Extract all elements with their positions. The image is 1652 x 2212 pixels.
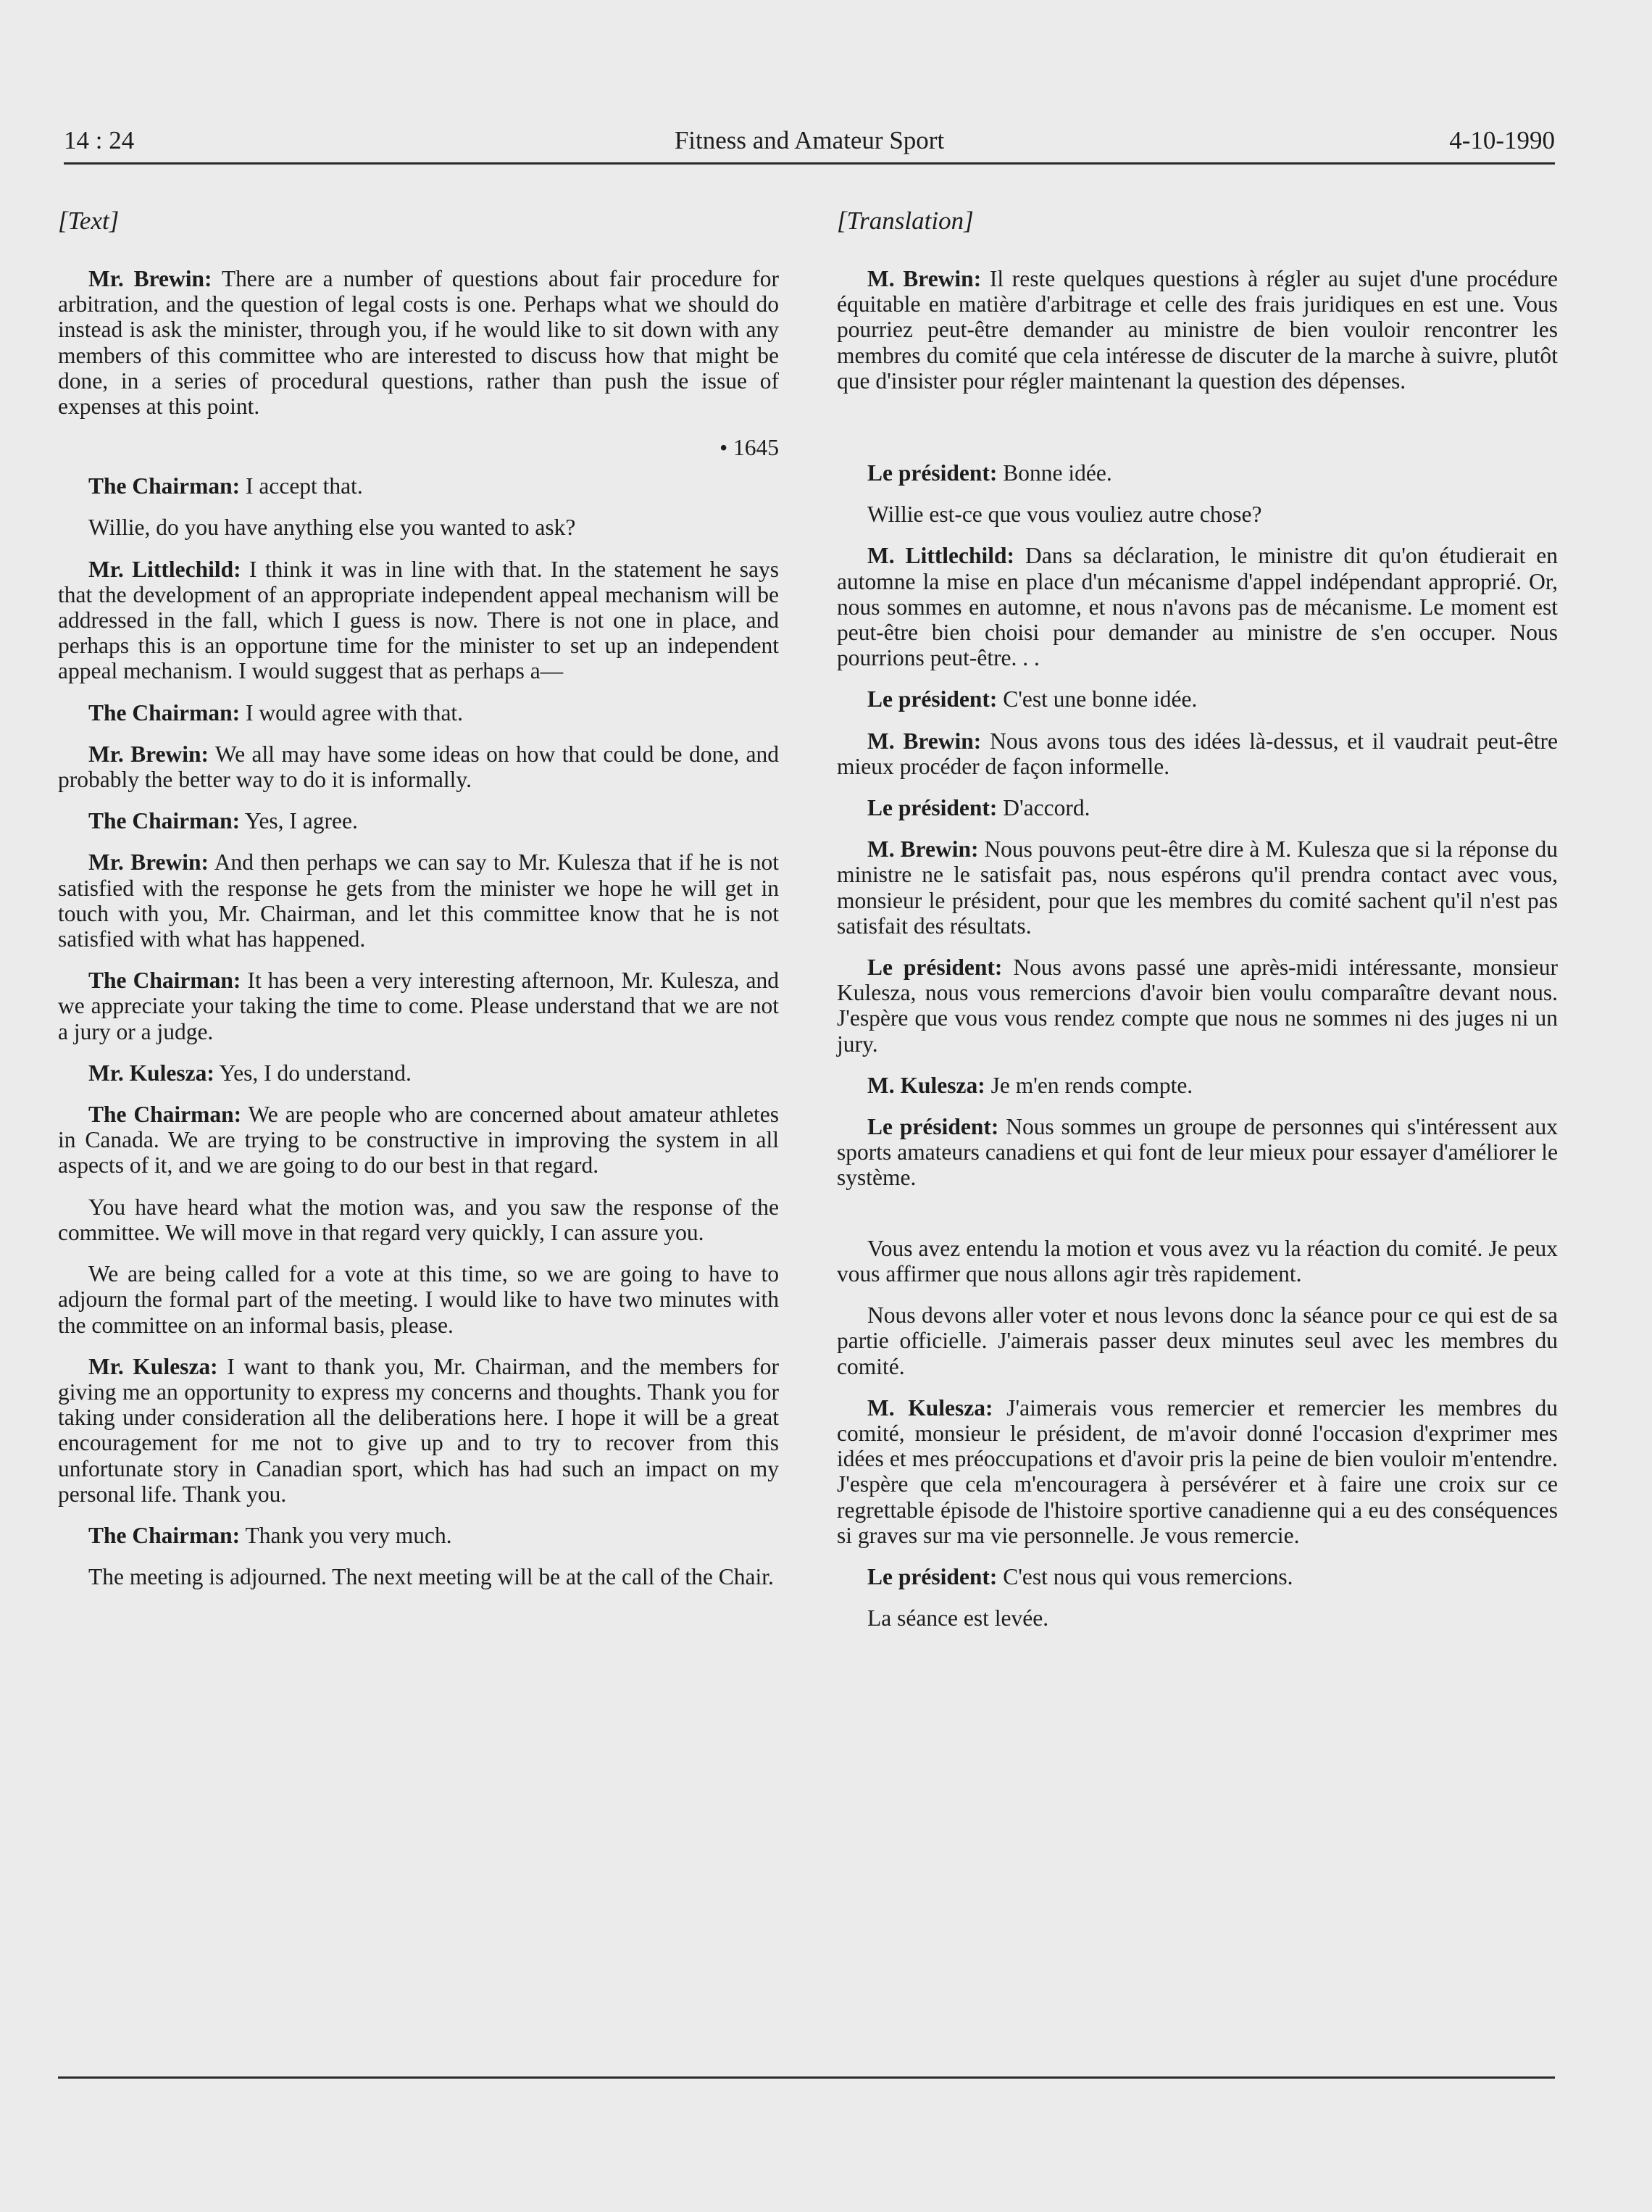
speech-text: Yes, I do understand. bbox=[214, 1060, 412, 1086]
speech-text: Nous devons aller voter et nous levons donc la séance pour ce qui est de sa partie officielle. J'aimerais passer deux minutes seul avec les membres du comité. bbox=[837, 1302, 1558, 1379]
speaker-name: Le président: bbox=[867, 1114, 999, 1140]
speech-text: D'accord. bbox=[997, 795, 1090, 821]
transcript-paragraph bbox=[58, 1523, 779, 1548]
bottom-rule bbox=[58, 2076, 1555, 2079]
speech-text: Il reste quelques questions à régler au sujet d'une procédure équitable en matière d'arbitrage et celle des frais juridiques en est une. Vous pourriez peut-être demander au ministre de bien vouloir rencontrer les membres du comité que cela intéresse de discuter de la marche à suivre, plutôt que d'insister pour régler maintenant la question des dépenses. bbox=[837, 266, 1558, 394]
transcript-paragraph bbox=[58, 741, 779, 792]
publication-title: Fitness and Amateur Sport bbox=[674, 126, 945, 154]
transcript-paragraph bbox=[837, 266, 1558, 394]
speech-text: Nous avons tous des idées là-dessus, et il vaudrait peut-être mieux procéder de façon informelle. bbox=[837, 728, 1558, 779]
speaker-name: M. Brewin: bbox=[867, 728, 982, 754]
transcript-paragraph bbox=[837, 1302, 1558, 1379]
speech-text: Vous avez entendu la motion et vous avez vu la réaction du comité. Je peux vous affirmer que nous allons agir très rapidement. bbox=[837, 1235, 1558, 1286]
transcript-paragraph bbox=[837, 1114, 1558, 1191]
speaker-name: The Chairman: bbox=[88, 968, 241, 994]
transcript-paragraph bbox=[58, 1564, 779, 1589]
speech-text: There are a number of questions about fair procedure for arbitration, and the question of legal costs is one. Perhaps what we should do instead is ask the minister, through you, if he would like to sit down with any members of this committee who are interested to discuss how that might be done, in a series of procedural questions, rather than push the issue of expenses at this point. bbox=[58, 266, 779, 420]
english-paragraphs bbox=[58, 266, 779, 1589]
speaker-name: The Chairman: bbox=[88, 473, 241, 499]
speech-text: Nous avons passé une après-midi intéressante, monsieur Kulesza, nous vous remercions d'avoir bien voulu comparaître devant nous. J'espère que vous vous rendez compte que nous ne sommes ni des juges ni un jury. bbox=[837, 955, 1558, 1057]
speech-text: You have heard what the motion was, and you saw the response of the committee. We will move in that regard very quickly, I can assure you. bbox=[58, 1194, 779, 1245]
transcript-paragraph bbox=[837, 1073, 1558, 1098]
speaker-name: The Chairman: bbox=[88, 699, 241, 725]
speaker-name: Le président: bbox=[867, 955, 1003, 981]
speech-text: We all may have some ideas on how that could be done, and probably the better way to do it is informally. bbox=[58, 741, 779, 793]
translation-label: [Translation] bbox=[837, 207, 974, 235]
speaker-name: Mr. Brewin: bbox=[88, 741, 209, 767]
speaker-name: M. Kulesza: bbox=[867, 1394, 993, 1421]
transcript-paragraph bbox=[837, 502, 1558, 527]
header-date: 4-10-1990 bbox=[1449, 126, 1555, 154]
speech-text: Je m'en rends compte. bbox=[985, 1072, 1193, 1098]
speech-text: I want to thank you, Mr. Chairman, and the members for giving me an opportunity to express my concerns and thoughts. Thank you for taking under consideration all the deliberations here. I hope it will be a great encouragement for me not to give up and to try to recover from this unfortunate story in Canadian sport, which has had such an impact on my personal life. Thank you. bbox=[58, 1353, 779, 1507]
speech-text: Nous sommes un groupe de personnes qui s'intéressent aux sports amateurs canadiens et qui font de leur mieux pour essayer d'améliorer le système. bbox=[837, 1114, 1558, 1191]
transcript-paragraph bbox=[58, 1354, 779, 1507]
speaker-name: Le président: bbox=[867, 686, 998, 712]
transcript-paragraph bbox=[58, 473, 779, 499]
transcript-paragraph bbox=[58, 1060, 779, 1086]
speaker-name: M. Brewin: bbox=[867, 266, 982, 291]
speech-text: I think it was in line with that. In the statement he says that the development of an appropriate independent appeal mechanism will be addressed in the fall, which I guess is now. There is not one in place, and perhaps this is an opportune time for the minister to set up an independent appeal mechanism. I would suggest that as perhaps a— bbox=[58, 556, 780, 684]
speaker-name: The Chairman: bbox=[88, 1522, 241, 1548]
speech-text: We are being called for a vote at this time, so we are going to have to adjourn the formal part of the meeting. I would like to have two minutes with the committee on an informal basis, please. bbox=[58, 1261, 779, 1338]
speaker-name: Mr. Brewin: bbox=[88, 849, 209, 876]
transcript-paragraph bbox=[58, 849, 779, 952]
speaker-name: Mr. Brewin: bbox=[88, 266, 212, 291]
speaker-name: Le président: bbox=[867, 1563, 998, 1589]
text-label: [Text] bbox=[58, 207, 120, 235]
transcript-paragraph bbox=[58, 266, 779, 419]
speech-text: La séance est levée. bbox=[867, 1605, 1049, 1631]
transcript-paragraph bbox=[837, 728, 1558, 779]
french-column bbox=[837, 207, 1558, 1647]
speech-text: C'est nous qui vous remercions. bbox=[997, 1563, 1293, 1589]
speaker-name: Mr. Kulesza: bbox=[88, 1353, 218, 1379]
speaker-name: M. Kulesza: bbox=[867, 1072, 985, 1098]
speech-text: Willie, do you have anything else you wanted to ask? bbox=[88, 515, 576, 541]
speech-text: Dans sa déclaration, le ministre dit qu'on étudierait en automne la mise en place d'un mécanisme d'appel indépendant approprié. Or, nous sommes en automne, et nous n'avons pas de mécanisme. Le moment est peut-être bien choisi pour demander au ministre de s'en occuper. Nous pourrions peut-être. . . bbox=[837, 543, 1559, 671]
speech-text: C'est une bonne idée. bbox=[997, 686, 1198, 712]
transcript-paragraph bbox=[58, 1102, 779, 1178]
running-header bbox=[64, 125, 1555, 165]
transcript-paragraph bbox=[837, 1395, 1558, 1548]
transcript-paragraph bbox=[58, 515, 779, 540]
speaker-name: The Chairman: bbox=[88, 808, 241, 834]
transcript-paragraph bbox=[58, 968, 779, 1044]
speech-text: Yes, I agree. bbox=[240, 808, 358, 834]
transcript-paragraph bbox=[58, 700, 779, 725]
speech-text: Bonne idée. bbox=[997, 460, 1112, 486]
transcript-paragraph bbox=[837, 1236, 1558, 1286]
speech-text: Willie est-ce que vous vouliez autre chose? bbox=[867, 502, 1262, 528]
english-column bbox=[58, 207, 779, 1605]
transcript-paragraph bbox=[837, 460, 1558, 486]
speech-text: The meeting is adjourned. The next meeting will be at the call of the Chair. bbox=[88, 1564, 774, 1590]
time-marker: • 1645 bbox=[719, 435, 779, 461]
transcript-paragraph bbox=[58, 1194, 779, 1245]
speaker-name: Le président: bbox=[867, 795, 998, 821]
page-number: 14 : 24 bbox=[64, 126, 135, 154]
transcript-paragraph bbox=[837, 795, 1558, 820]
transcript-paragraph bbox=[58, 808, 779, 833]
speaker-name: Mr. Kulesza: bbox=[88, 1060, 214, 1086]
speech-text: And then perhaps we can say to Mr. Kulesza that if he is not satisfied with the response he gets from the minister we hope he will get in touch with you, Mr. Chairman, and let this committee know that he is not satisfied with what has happened. bbox=[58, 849, 780, 952]
speech-text: We are people who are concerned about amateur athletes in Canada. We are trying to be constructive in improving the system in all aspects of it, and we are going to do our best in that regard. bbox=[58, 1102, 779, 1178]
transcript-paragraph bbox=[837, 836, 1558, 939]
transcript-paragraph bbox=[837, 543, 1558, 670]
speech-text: It has been a very interesting afternoon, Mr. Kulesza, and we appreciate your taking the time to come. Please understand that we are not a jury or a judge. bbox=[58, 968, 779, 1044]
speech-text: I would agree with that. bbox=[240, 699, 464, 725]
transcript-paragraph bbox=[58, 557, 779, 684]
speaker-name: M. Brewin: bbox=[867, 836, 979, 862]
speaker-name: Mr. Littlechild: bbox=[88, 556, 241, 582]
transcript-paragraph bbox=[837, 955, 1558, 1057]
french-paragraphs bbox=[837, 266, 1558, 1631]
speaker-name: The Chairman: bbox=[88, 1102, 242, 1128]
speech-text: I accept that. bbox=[240, 473, 363, 499]
transcript-paragraph bbox=[58, 1261, 779, 1338]
speech-text: J'aimerais vous remercier et remercier les membres du comité, monsieur le président, de m'avoir donné l'occasion d'exprimer mes idées et mes préoccupations et d'avoir pris la peine de bien vouloir m'entendre. J'espère que cela m'encouragera à persévérer et à faire une croix sur ce regrettable épisode de l'histoire sportive canadienne qui a eu des conséquences si graves sur ma vie personnelle. Je vous remercie. bbox=[837, 1394, 1558, 1548]
speech-text: Nous pouvons peut-être dire à M. Kulesza que si la réponse du ministre ne le satisfait pas, nous espérons qu'il prendra contact avec vous, monsieur le président, pour que les membres du comité sachent qu'il n'est pas satisfait des résultats. bbox=[837, 836, 1558, 939]
speech-text: Thank you very much. bbox=[240, 1522, 452, 1548]
transcript-paragraph bbox=[837, 1564, 1558, 1589]
speaker-name: M. Littlechild: bbox=[867, 543, 1015, 569]
transcript-paragraph bbox=[837, 686, 1558, 712]
speaker-name: Le président: bbox=[867, 460, 998, 486]
transcript-paragraph bbox=[837, 1605, 1558, 1631]
